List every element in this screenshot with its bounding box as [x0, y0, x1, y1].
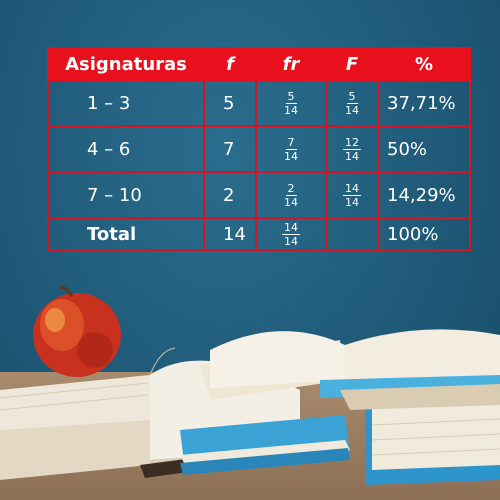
header-f: f — [204, 48, 256, 80]
cell-fr — [256, 172, 326, 218]
cell-F — [326, 126, 378, 172]
cell-fr — [256, 80, 326, 126]
header-percent: % — [378, 48, 470, 80]
header-fr: fr — [256, 48, 326, 80]
table-row — [48, 80, 470, 126]
fr-numerator: 5 — [287, 89, 295, 103]
fr-denominator: 14 — [284, 103, 298, 117]
F-denominator: 14 — [345, 195, 359, 209]
cell-range: 7 – 10 — [48, 172, 204, 218]
cell-range: 4 – 6 — [48, 126, 204, 172]
fr-denominator: 14 — [284, 195, 298, 209]
fr-denominator: 14 — [284, 234, 298, 248]
table-row — [48, 172, 470, 218]
fr-numerator: 2 — [287, 181, 295, 195]
table-row — [48, 126, 470, 172]
cell-percent: 37,71% — [378, 80, 470, 126]
cell-F — [326, 172, 378, 218]
books-and-apple-illustration — [0, 280, 500, 500]
table-total-row — [48, 218, 470, 250]
cell-total-percent: 100% — [378, 218, 470, 250]
cell-f: 7 — [204, 126, 256, 172]
cell-fr — [256, 126, 326, 172]
cell-percent: 14,29% — [378, 172, 470, 218]
F-numerator: 14 — [345, 181, 359, 195]
fr-denominator: 14 — [284, 149, 298, 163]
F-numerator: 12 — [345, 135, 359, 149]
cell-f: 5 — [204, 80, 256, 126]
apple-icon — [33, 288, 121, 377]
cell-total-label: Total — [48, 218, 204, 250]
cell-range: 1 – 3 — [48, 80, 204, 126]
fr-numerator: 7 — [287, 135, 295, 149]
table-header-row — [48, 48, 470, 80]
fr-numerator: 14 — [284, 220, 298, 234]
cell-total-F — [326, 218, 378, 250]
cell-F — [326, 80, 378, 126]
frequency-table — [47, 47, 469, 251]
F-denominator: 14 — [345, 103, 359, 117]
header-F: F — [326, 48, 378, 80]
cell-f: 2 — [204, 172, 256, 218]
cell-percent: 50% — [378, 126, 470, 172]
F-denominator: 14 — [345, 149, 359, 163]
cell-total-fr — [256, 218, 326, 250]
header-asignaturas: Asignaturas — [48, 48, 204, 80]
F-numerator: 5 — [348, 89, 356, 103]
cell-total-f: 14 — [204, 218, 256, 250]
